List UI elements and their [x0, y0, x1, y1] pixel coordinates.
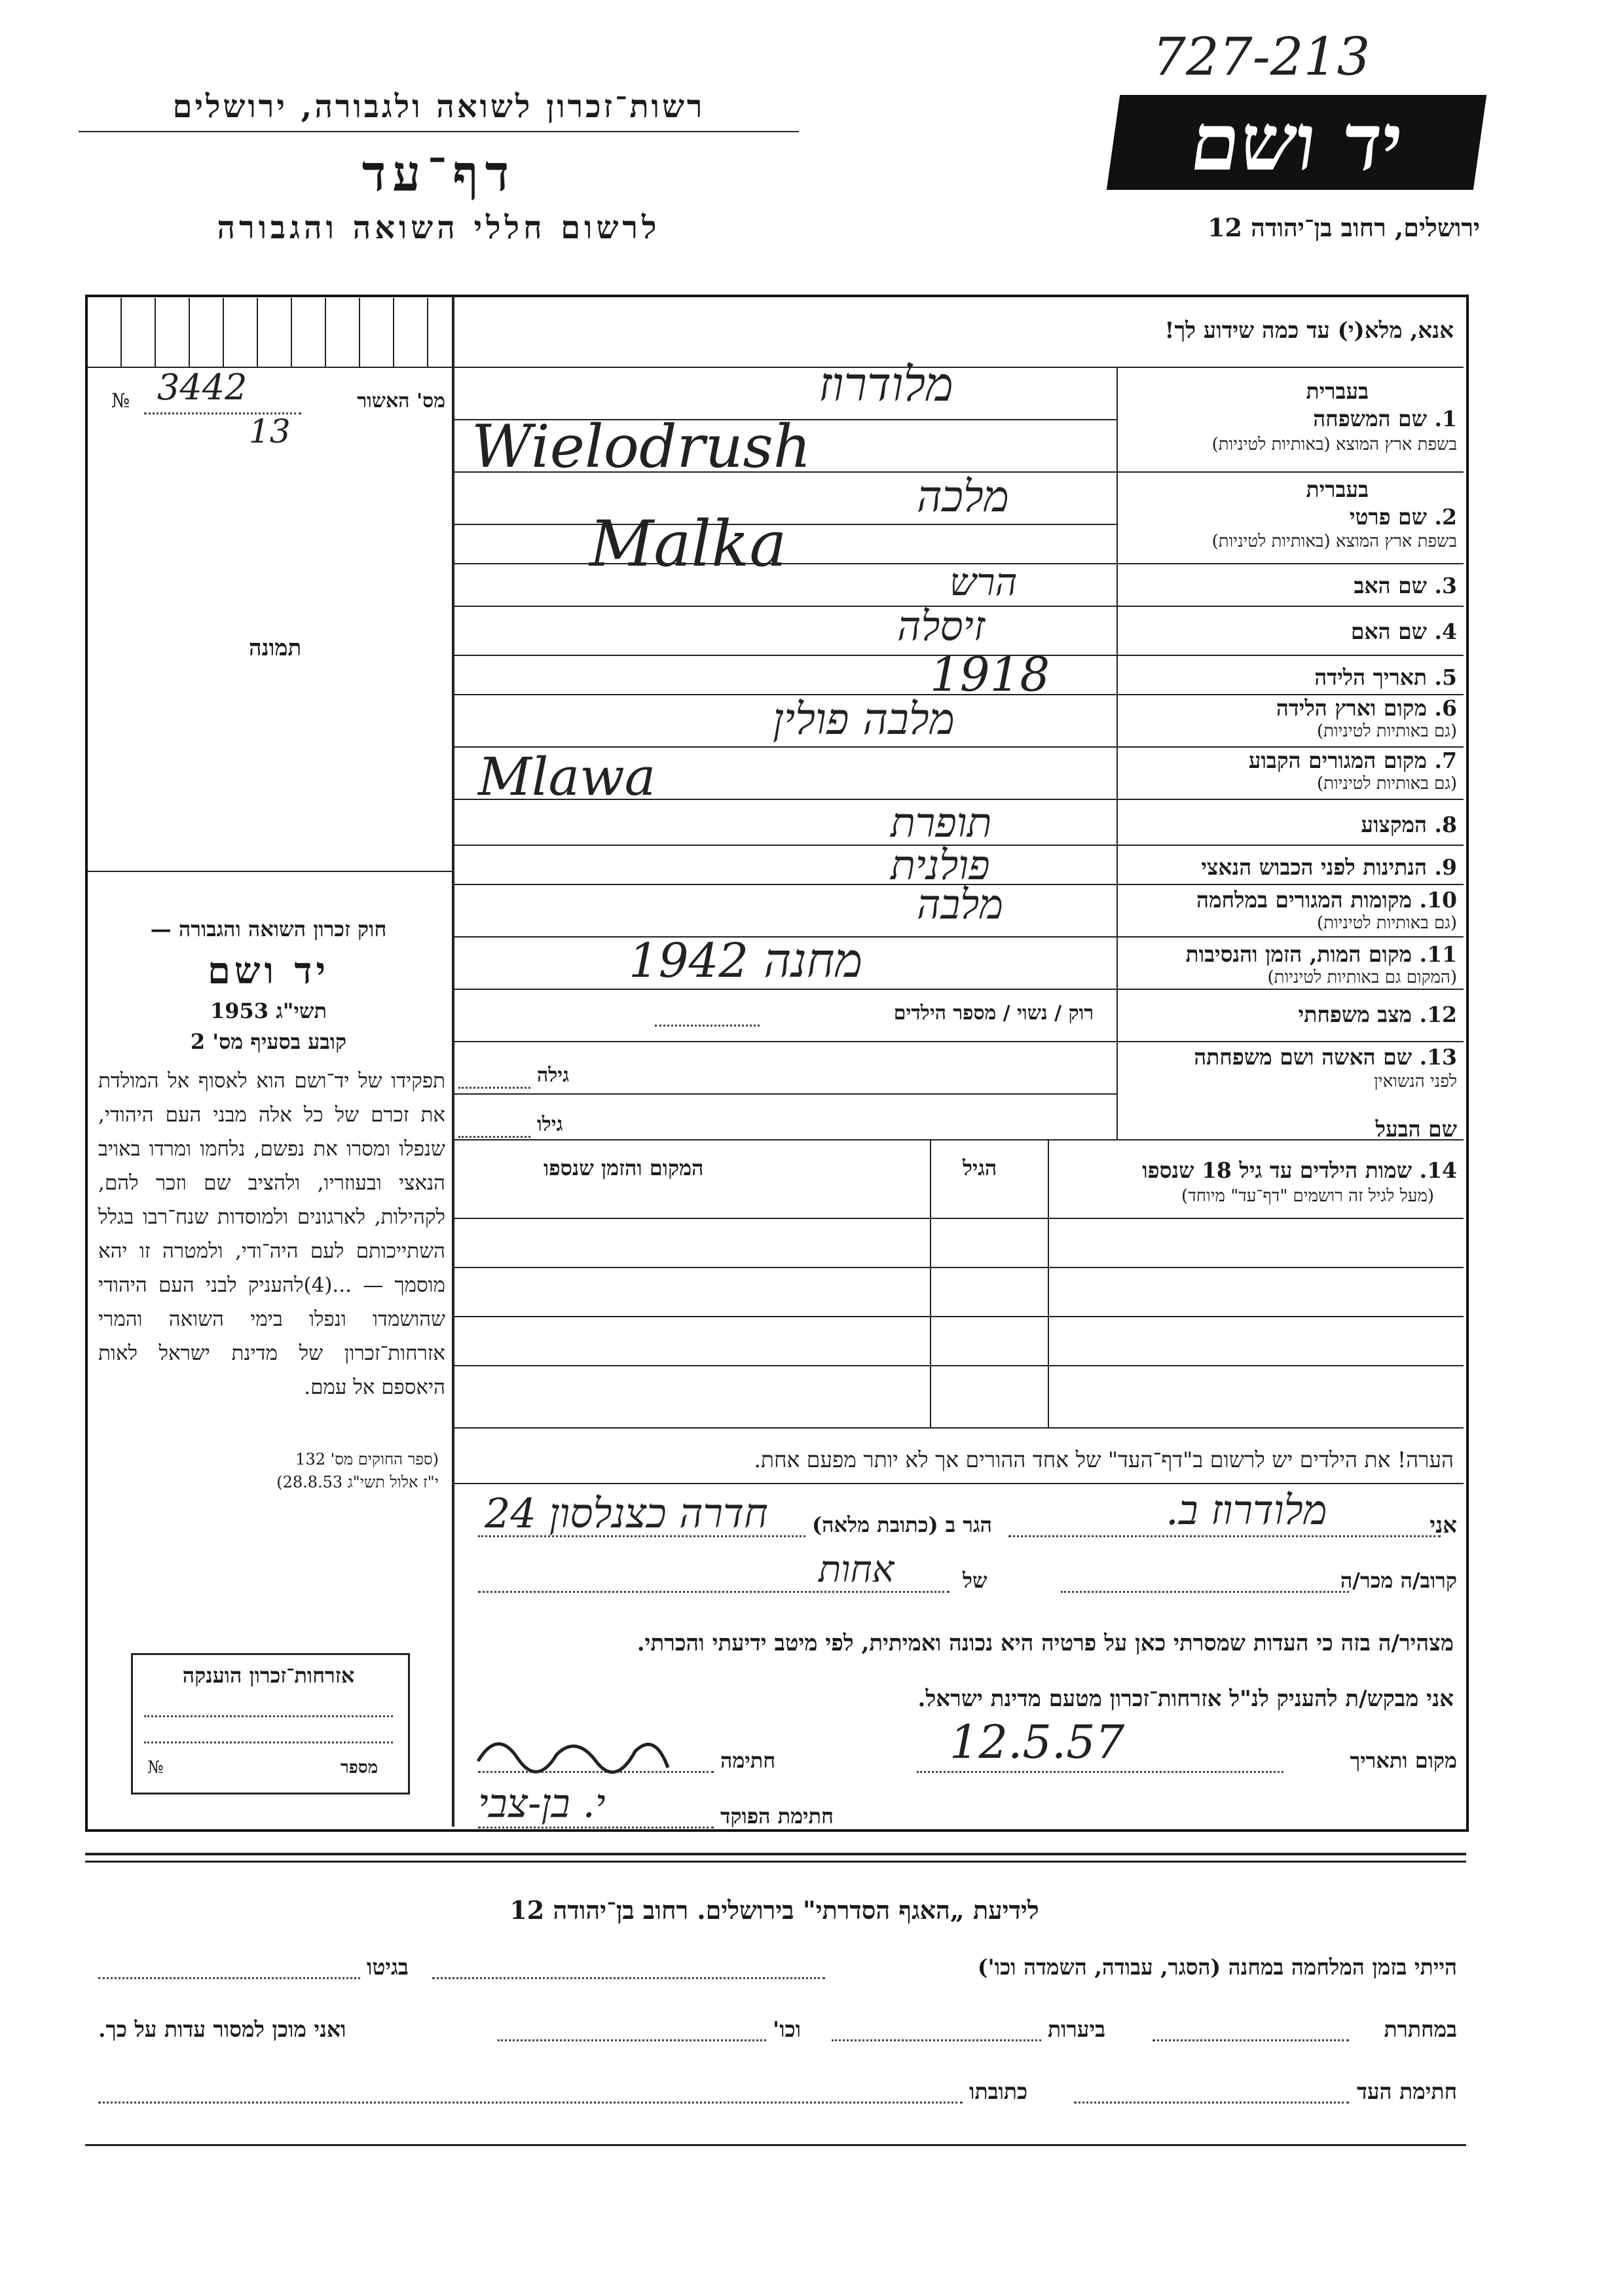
bottom-line3-b: כתובתו	[969, 2079, 1028, 2104]
field-2-hebrew-tag: בעברית	[1306, 477, 1369, 502]
bottom-line2-c: וכו'	[773, 2016, 802, 2042]
children-note: (מעל לגיל זה רושמים "דף־עד" מיוחד)	[1181, 1186, 1434, 1206]
children-label: 14. שמות הילדים עד גיל 18 שנספו	[1142, 1157, 1457, 1183]
field-8-label: 8. המקצוע	[1361, 812, 1457, 837]
field-10-label: 10. מקומות המגורים במלחמה	[1196, 887, 1457, 913]
law-title: חוק זכרון השואה והגבורה —	[150, 917, 387, 941]
request-text: אני מבקש/ת להעניק לנ"ל אזרחות־זכרון מטעם מדינת ישראל.	[917, 1686, 1454, 1712]
bottom-line2-b: ביערות	[1048, 2016, 1106, 2042]
field-3-value[interactable]: הרש	[950, 560, 1018, 604]
law-name: יד ושם	[207, 949, 330, 993]
field-1-hebrew-tag: בעברית	[1306, 378, 1369, 404]
official-value: י. בן-צבי	[478, 1781, 606, 1827]
law-body: תפקידו של יד־ושם הוא לאסוף אל המולדת את זכרם של כל אלה מבני העם היהודי, שנפלו ומסרו את נפשם, נלחמו ומרדו באויב הנאצי ובעוזריו, ולהציב שם וזכר להם, לקהילות, לארגונים ולמוסדות שנח־רבו בגלל השתייכותם לעם היה־ודי, ולמטרה זו יהא מוסמך — ...(4)להעניק לבני העם היהודי שהושמדו ונפלו בימי השואה והמרי אזרחות־זכרון של מדינת ישראל לאות היאספם אל עמם.	[98, 1069, 445, 1399]
bottom-line1-a: הייתי בזמן המלחמה במחנה (הסגר, עבודה, השמדה וכו')	[977, 1954, 1457, 1980]
field-2-value-latin[interactable]: Malka	[589, 507, 787, 581]
field-11-label: 11. מקום המות, הזמן והנסיבות	[1185, 941, 1457, 967]
field-10-value[interactable]: מלבה	[917, 881, 1003, 928]
field-13-label: 13. שם האשה ושם משפחתה	[1194, 1044, 1457, 1070]
official-label: חתימת הפוקד	[720, 1804, 834, 1829]
field-12-label: 12. מצב משפחתי	[1298, 1002, 1457, 1027]
law-ref-1: (ספר החוקים מס' 132	[295, 1450, 439, 1468]
declarant-ani: אני	[1430, 1512, 1457, 1539]
archive-number: 727-213	[1153, 26, 1371, 87]
field-5-label: 5. תאריך הלידה	[1314, 665, 1457, 690]
field-4-value[interactable]: זיסלה	[897, 602, 986, 650]
field-1-value-latin[interactable]: Wielodrush	[471, 412, 811, 481]
signature-label: חתימה	[720, 1748, 776, 1773]
field-1-value-hebrew[interactable]: מלודרוז	[819, 357, 953, 412]
bottom-line2-a: במחתרת	[1384, 2016, 1457, 2042]
field-7-value[interactable]: Mlawa	[478, 746, 656, 807]
field-2-value-hebrew[interactable]: מלכה	[917, 471, 1009, 522]
field-2-note: בשפת ארץ המוצא (באותיות לטיניות)	[1211, 532, 1457, 551]
form-title: דף־עד	[361, 144, 516, 202]
field-1-note: בשפת ארץ המוצא (באותיות לטיניות)	[1211, 435, 1457, 454]
relative-label: קרוב/ה מכר/ה	[1340, 1568, 1457, 1593]
declarant-name[interactable]: מלודרוז ב.	[1166, 1486, 1327, 1534]
photo-label: תמונה	[249, 635, 302, 661]
field-13-age-label: גילה	[537, 1064, 570, 1087]
yad-vashem-logo: יד ושם	[1107, 95, 1486, 190]
law-year: תשי"ג 1953	[210, 998, 327, 1023]
bottom-line3-a: חתימת העד	[1356, 2079, 1457, 2104]
form-subtitle: לרשום חללי השואה והגבורה	[217, 210, 661, 246]
field-13-note: לפני הנשואין	[1374, 1072, 1457, 1091]
field-6-value[interactable]: מלבה פולין	[773, 694, 955, 744]
declarant-address-label: הגר ב (כתובת מלאה)	[812, 1512, 992, 1537]
citizenship-box-title: אזרחות־זכרון הוענקה	[182, 1663, 355, 1688]
declaration-text: מצהיר/ה בזה כי העדות שמסרתי כאן על פרטיה היא נכונה ואמיתית, לפי מיטב ידיעתי והכרתי.	[637, 1630, 1454, 1656]
field-9-label: 9. הנתינות לפני הכבוש הנאצי	[1201, 854, 1457, 880]
bottom-title: לידיעת „האגף הסדרתי" בירושלים. רחוב בן־יהודה 12	[509, 1895, 1039, 1925]
husband-label: שם הבעל	[1375, 1116, 1457, 1142]
declarant-address[interactable]: חדרה כצנלסון 24	[485, 1489, 768, 1537]
intro-text: אנא, מלא(י) עד כמה שידוע לך!	[1164, 318, 1454, 344]
field-2-label: 2. שם פרטי	[1349, 504, 1457, 530]
law-ref-2: י"ז אלול תשי"ג 28.8.53)	[276, 1473, 439, 1491]
children-col-place: המקום והזמן שנספו	[544, 1156, 704, 1180]
registration-label: מס' האשור	[357, 390, 445, 412]
husband-age-label: גילו	[537, 1113, 563, 1136]
citizenship-no-symbol: №	[147, 1758, 164, 1777]
registration-sub: 13	[249, 412, 291, 450]
bottom-line2-d: ואני מוכן למסור עדות על כך.	[98, 2016, 346, 2042]
bottom-line1-b: בגיטו	[367, 1954, 409, 1980]
field-8-value[interactable]: תופרת	[891, 799, 992, 847]
field-10-note: (גם באותיות לטיניות)	[1316, 913, 1457, 933]
field-11-value[interactable]: מחנה 1942	[629, 933, 863, 988]
of-value[interactable]: אחות	[819, 1548, 895, 1591]
citizenship-number-label: מספר	[341, 1758, 378, 1777]
field-7-label: 7. מקום המגורים הקבוע	[1248, 748, 1457, 773]
place-date-value[interactable]: 12.5.57	[950, 1715, 1125, 1769]
field-7-note: (גם באותיות לטיניות)	[1316, 774, 1457, 793]
field-12-options[interactable]: רוק / נשוי / מספר הילדים	[893, 1002, 1094, 1025]
address: ירושלים, רחוב בן־יהודה 12	[1208, 213, 1480, 242]
note-line: הערה! את הילדים יש לרשום ב"דף־העד" של אחד ההורים אך לא יותר מפעם אחת.	[754, 1447, 1454, 1472]
field-11-note: (המקום גם באותיות לטיניות)	[1267, 968, 1457, 987]
field-5-value[interactable]: 1918	[930, 647, 1050, 702]
field-6-note: (גם באותיות לטיניות)	[1316, 721, 1457, 741]
children-col-age: הגיל	[963, 1156, 997, 1180]
field-4-label: 4. שם האם	[1350, 619, 1457, 644]
of-label: של	[963, 1568, 987, 1593]
law-clause: קובע בסעיף מס' 2	[190, 1029, 347, 1054]
registration-no-symbol: №	[111, 390, 130, 412]
field-1-label: 1. שם המשפחה	[1313, 406, 1457, 431]
registration-number: 3442	[157, 367, 248, 408]
field-3-label: 3. שם האב	[1354, 573, 1457, 598]
place-date-label: מקום ותאריך	[1350, 1748, 1457, 1773]
field-6-label: 6. מקום וארץ הלידה	[1276, 695, 1457, 721]
org-line: רשות־זכרון לשואה ולגבורה, ירושלים	[172, 88, 705, 125]
ruler-ticks	[88, 298, 452, 367]
field-9-value[interactable]: פולנית	[891, 841, 990, 889]
declarant-signature	[471, 1722, 681, 1781]
